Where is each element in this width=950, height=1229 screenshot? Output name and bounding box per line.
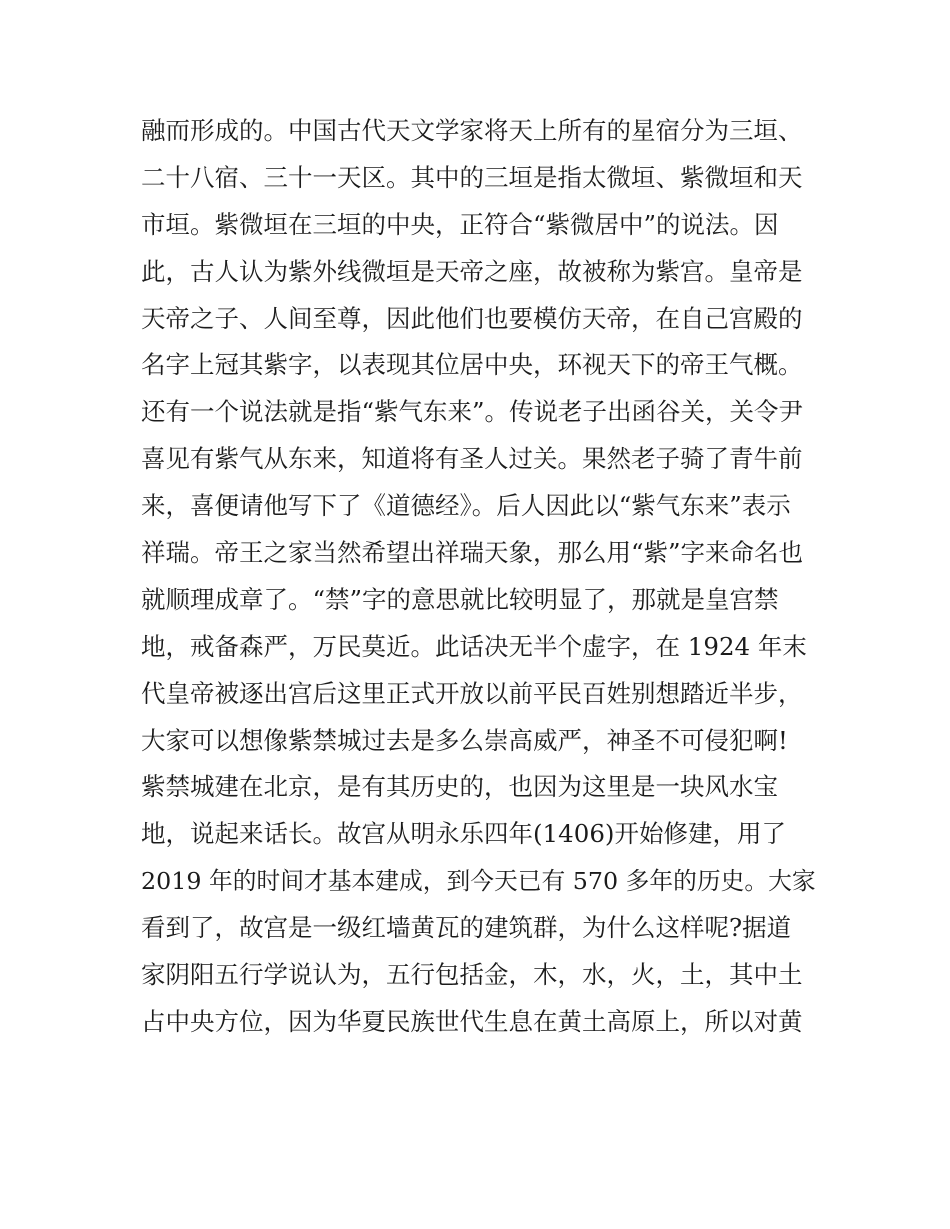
text-line: 就顺理成章了。“禁”字的意思就比较明显了，那就是皇宫禁 — [141, 584, 779, 614]
text-line: 融而形成的。中国古代天文学家将天上所有的星宿分为三垣、 — [141, 116, 803, 145]
text-line: 看到了，故宫是一级红墙黄瓦的建筑群，为什么这样呢?据道 — [141, 913, 792, 943]
text-line: 地，说起来话长。故宫从明永乐四年(1406)开始修建，用了 — [141, 819, 786, 849]
text-line: 2019 年的时间才基本建成，到今天已有 570 多年的历史。大家 — [141, 867, 816, 896]
text-line: 地，戒备森严，万民莫近。此话决无半个虚字，在 1924 年末 — [141, 631, 807, 661]
text-line: 喜见有紫气从东来，知道将有圣人过关。果然老子骑了青牛前 — [141, 444, 803, 474]
text-line: 名字上冠其紫字，以表现其位居中央，环视天下的帝王气概。 — [141, 350, 803, 380]
text-line: 天帝之子、人间至尊，因此他们也要模仿天帝，在自己宫殿的 — [141, 303, 803, 333]
body-paragraph — [141, 108, 821, 1046]
text-line: 占中央方位，因为华夏民族世代生息在黄土高原上，所以对黄 — [141, 1006, 803, 1036]
text-line: 家阴阳五行学说认为，五行包括金，木，水，火，土，其中土 — [141, 960, 803, 990]
text-line: 祥瑞。帝王之家当然希望出祥瑞天象，那么用“紫”字来命名也 — [141, 538, 804, 568]
text-line: 大家可以想像紫禁城过去是多么崇高威严，神圣不可侵犯啊! — [141, 725, 788, 755]
text-line: 市垣。紫微垣在三垣的中央，正符合“紫微居中”的说法。因 — [141, 209, 779, 239]
text-line: 来，喜便请他写下了《道德经》。后人因此以“紫气东来”表示 — [141, 491, 791, 521]
text-line: 二十八宿、三十一天区。其中的三垣是指太微垣、紫微垣和天 — [141, 162, 803, 192]
text-line: 代皇帝被逐出宫后这里正式开放以前平民百姓别想踏近半步， — [141, 678, 803, 708]
text-line: 还有一个说法就是指“紫气东来”。传说老子出函谷关，关令尹 — [141, 397, 804, 427]
text-line: 此，古人认为紫外线微垣是天帝之座，故被称为紫宫。皇帝是 — [141, 256, 803, 286]
text-line: 紫禁城建在北京，是有其历史的，也因为这里是一块风水宝 — [141, 772, 778, 802]
